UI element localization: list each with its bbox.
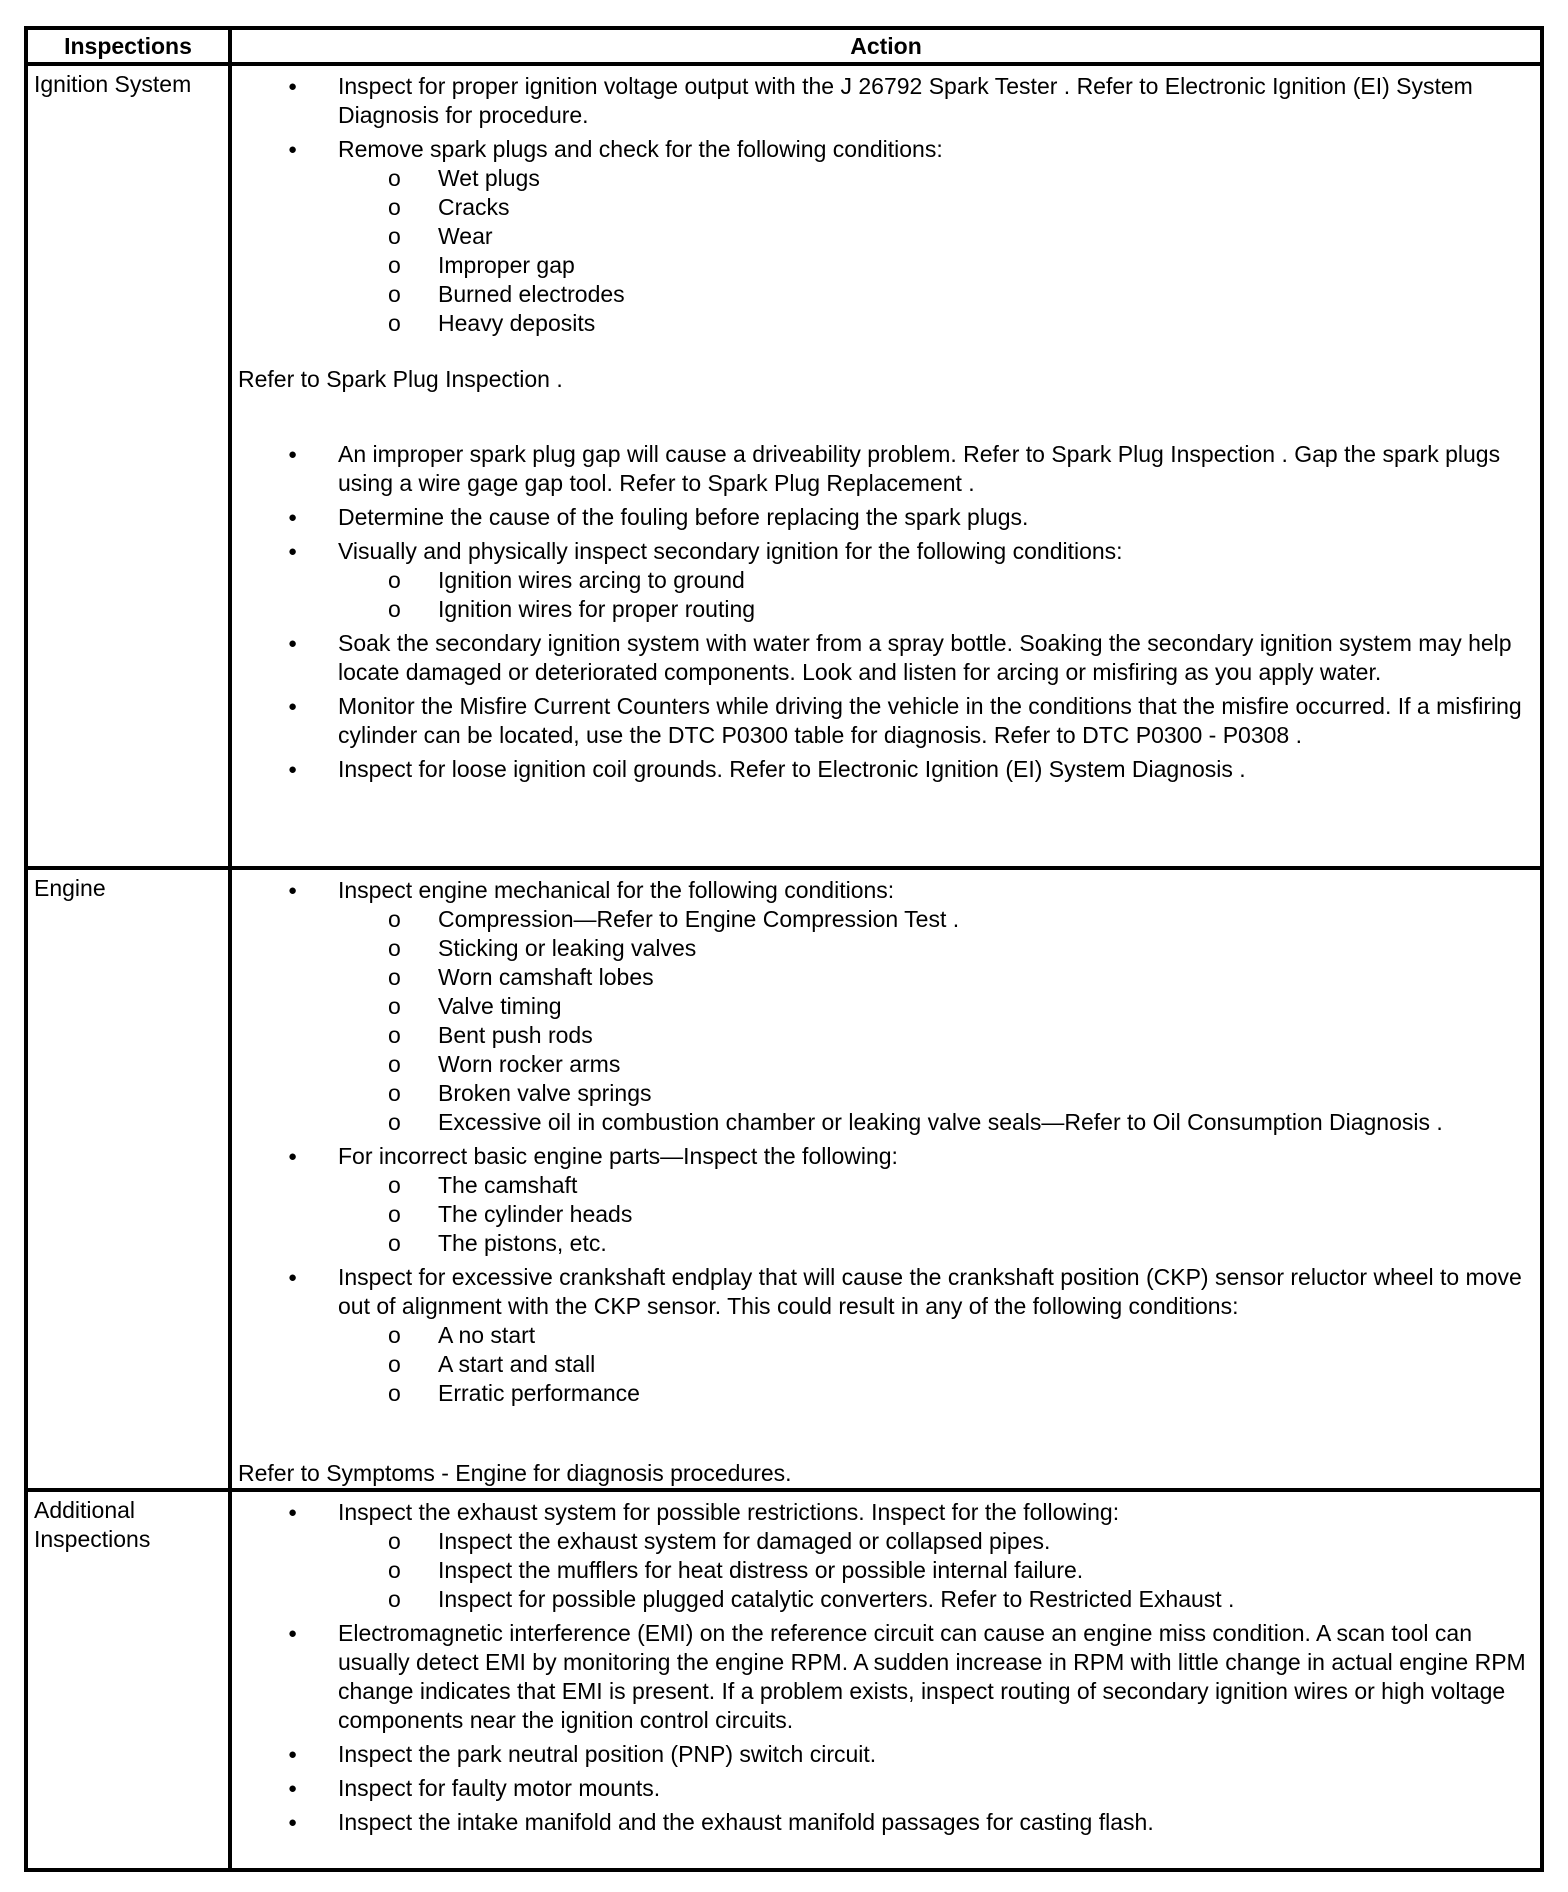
sub-item: o Sticking or leaking valves — [238, 934, 1536, 963]
engine-bullets — [238, 876, 1536, 1408]
ignition-bullets-a — [238, 72, 1536, 338]
header-action: Action — [230, 28, 1542, 64]
sub-list — [338, 164, 1536, 338]
sub-item: o Wear — [238, 222, 1536, 251]
additional-label: Additional Inspections — [26, 1490, 230, 1870]
row-additional-inspections — [26, 1490, 1542, 1870]
sub-item: o Cracks — [238, 193, 1536, 222]
list-item: ● Inspect for loose ignition coil grounds. Refer to Electronic Ignition (EI) System Diagnosis . — [238, 755, 1536, 784]
list-item — [238, 1263, 1536, 1408]
sub-item: o Burned electrodes — [238, 280, 1536, 309]
sub-item: o Improper gap — [238, 251, 1536, 280]
ignition-label: Ignition System — [26, 64, 230, 868]
list-item — [238, 135, 1536, 338]
sub-item: o Valve timing — [238, 992, 1536, 1021]
list-item: ● Monitor the Misfire Current Counters while driving the vehicle in the conditions that the misfire occurred. If a misfiring cylinder can be located, use the DTC P0300 table for diagnosis. Refer to DTC P0300 - P0308 . — [238, 692, 1536, 750]
sub-item: o The cylinder heads — [238, 1200, 1536, 1229]
sub-item: o A no start — [238, 1321, 1536, 1350]
list-item: ● An improper spark plug gap will cause a driveability problem. Refer to Spark Plug Inspection . Gap the spark plugs using a wire gage gap tool. Refer to Spark Plug Replacement . — [238, 440, 1536, 498]
list-item-text: Visually and physically inspect secondary ignition for the following conditions: — [338, 538, 1123, 564]
sub-item: o Heavy deposits — [238, 309, 1536, 338]
sub-item: o Ignition wires arcing to ground — [238, 566, 1536, 595]
list-item-text: Inspect for excessive crankshaft endplay that will cause the crankshaft position (CKP) sensor reluctor wheel to move out of alignment with the CKP sensor. This could result in any of the following conditions: — [338, 1264, 1522, 1319]
sub-list — [338, 905, 1536, 1137]
list-item: ● Electromagnetic interference (EMI) on the reference circuit can cause an engine miss condition. A scan tool can usually detect EMI by monitoring the engine RPM. A sudden increase in RPM with little change in actual engine RPM change indicates that EMI is present. If a problem exists, inspect routing of secondary ignition wires or high voltage components near the ignition control circuits. — [238, 1619, 1536, 1735]
list-item-text: Remove spark plugs and check for the following conditions: — [338, 136, 943, 162]
engine-ref: Refer to Symptoms - Engine for diagnosis procedures. — [238, 1460, 792, 1486]
sub-item: o The camshaft — [238, 1171, 1536, 1200]
additional-bullets — [238, 1498, 1536, 1837]
sub-item: o Ignition wires for proper routing — [238, 595, 1536, 624]
sub-list — [338, 1321, 1536, 1408]
sub-item: o The pistons, etc. — [238, 1229, 1536, 1258]
list-item: ● Determine the cause of the fouling before replacing the spark plugs. — [238, 503, 1536, 532]
ignition-actions — [230, 64, 1542, 868]
list-item: ● Inspect the park neutral position (PNP) switch circuit. — [238, 1740, 1536, 1769]
header-row — [26, 28, 1542, 64]
sub-item: o Wet plugs — [238, 164, 1536, 193]
list-item: ● Inspect for proper ignition voltage output with the J 26792 Spark Tester . Refer to Electronic Ignition (EI) System Diagnosis for procedure. — [238, 72, 1536, 130]
ignition-bullets-b — [238, 440, 1536, 784]
sub-item: o Compression—Refer to Engine Compression Test . — [238, 905, 1536, 934]
sub-list — [338, 1527, 1536, 1614]
list-item — [238, 876, 1536, 1137]
sub-list — [338, 566, 1536, 624]
sub-item: o Inspect the exhaust system for damaged or collapsed pipes. — [238, 1527, 1536, 1556]
list-item-text: Inspect engine mechanical for the following conditions: — [338, 877, 895, 903]
list-item — [238, 1498, 1536, 1614]
sub-item: o Excessive oil in combustion chamber or leaking valve seals—Refer to Oil Consumption Diagnosis . — [238, 1108, 1536, 1137]
header-inspections: Inspections — [26, 28, 230, 64]
sub-item: o Worn camshaft lobes — [238, 963, 1536, 992]
list-item: ● Inspect the intake manifold and the exhaust manifold passages for casting flash. — [238, 1808, 1536, 1837]
sub-item: o Inspect for possible plugged catalytic converters. Refer to Restricted Exhaust . — [238, 1585, 1536, 1614]
sub-item: o Worn rocker arms — [238, 1050, 1536, 1079]
sub-item: o Broken valve springs — [238, 1079, 1536, 1108]
list-item-text: Inspect the exhaust system for possible restrictions. Inspect for the following: — [338, 1499, 1120, 1525]
sub-list — [338, 1171, 1536, 1258]
list-item: ● Soak the secondary ignition system with water from a spray bottle. Soaking the secondary ignition system may help locate damaged or deteriorated components. Look and listen for arcing or misfiring as you apply water. — [238, 629, 1536, 687]
row-ignition-system — [26, 64, 1542, 868]
list-item — [238, 1142, 1536, 1258]
inspections-table — [24, 26, 1544, 1872]
additional-actions — [230, 1490, 1542, 1870]
sub-item: o Bent push rods — [238, 1021, 1536, 1050]
engine-actions — [230, 868, 1542, 1490]
ignition-ref: Refer to Spark Plug Inspection . — [238, 366, 563, 392]
sub-item: o Erratic performance — [238, 1379, 1536, 1408]
list-item: ● Inspect for faulty motor mounts. — [238, 1774, 1536, 1803]
sub-item: o Inspect the mufflers for heat distress or possible internal failure. — [238, 1556, 1536, 1585]
sub-item: o A start and stall — [238, 1350, 1536, 1379]
engine-label: Engine — [26, 868, 230, 1490]
row-engine — [26, 868, 1542, 1490]
list-item — [238, 537, 1536, 624]
list-item-text: For incorrect basic engine parts—Inspect the following: — [338, 1143, 898, 1169]
